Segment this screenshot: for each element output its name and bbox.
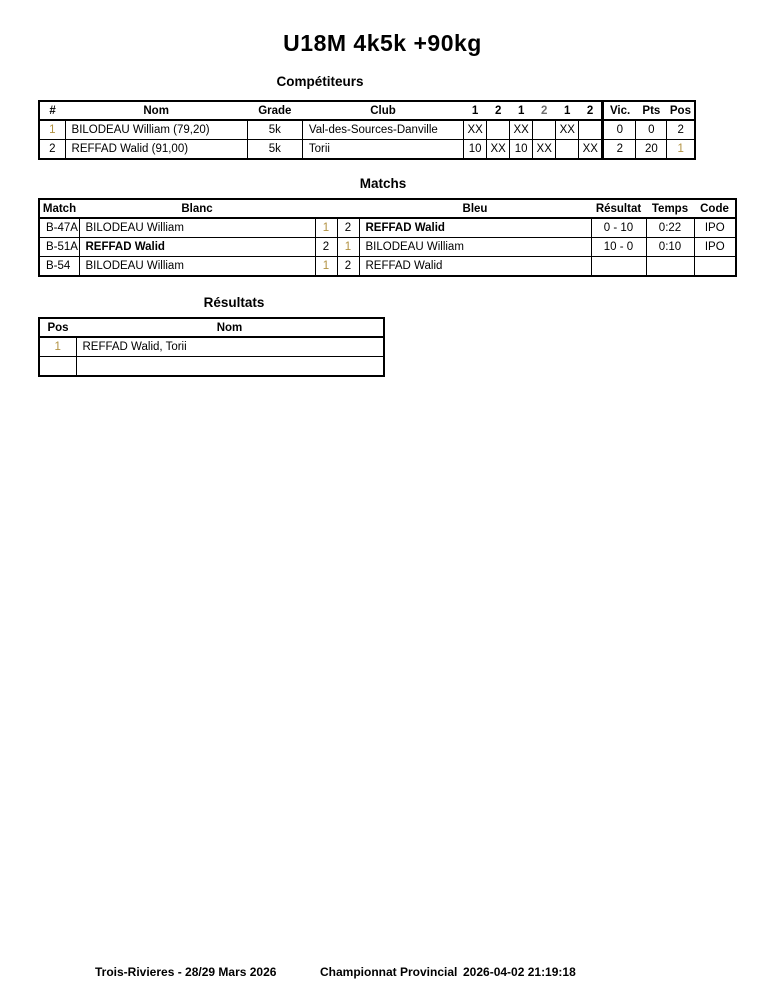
time-cell: 0:22 bbox=[646, 218, 694, 238]
match-row bbox=[39, 257, 736, 277]
match-id-cell: B-47A bbox=[39, 218, 79, 238]
col-header-match5: 1 bbox=[556, 101, 579, 120]
code-cell: IPO bbox=[694, 238, 736, 257]
competitor-name: BILODEAU William (79,20) bbox=[65, 120, 247, 140]
col-header-num: # bbox=[39, 101, 65, 120]
victories-cell: 0 bbox=[603, 120, 636, 140]
footer-print-timestamp: 2026-04-02 21:19:18 bbox=[463, 965, 576, 979]
result-name-cell: REFFAD Walid, Torii bbox=[76, 337, 384, 357]
competitor-row bbox=[39, 120, 695, 140]
white-number-cell: 1 bbox=[315, 218, 337, 238]
competitor-name: REFFAD Walid (91,00) bbox=[65, 140, 247, 160]
col-header-match2: 2 bbox=[487, 101, 510, 120]
match-score-cell: XX bbox=[556, 120, 579, 140]
white-player-cell: BILODEAU William bbox=[79, 218, 315, 238]
col-header-pos: Pos bbox=[39, 318, 76, 337]
position-cell: 2 bbox=[667, 120, 695, 140]
blue-number-cell: 2 bbox=[337, 257, 359, 277]
col-header-result: Résultat bbox=[591, 199, 646, 218]
col-header-match6: 2 bbox=[579, 101, 603, 120]
results-header-row bbox=[39, 318, 384, 337]
blue-number-cell: 1 bbox=[337, 238, 359, 257]
match-score-cell: 10 bbox=[510, 140, 533, 160]
match-score-cell bbox=[579, 120, 603, 140]
results-table bbox=[38, 317, 385, 377]
match-score-cell bbox=[533, 120, 556, 140]
competitor-club: Torii bbox=[302, 140, 463, 160]
result-pos-cell bbox=[39, 357, 76, 377]
victories-cell: 2 bbox=[603, 140, 636, 160]
col-header-blue-num bbox=[337, 199, 359, 218]
competitors-header-row bbox=[39, 101, 695, 120]
result-name-cell bbox=[76, 357, 384, 377]
col-header-match4: 2 bbox=[533, 101, 556, 120]
blue-player-cell: REFFAD Walid bbox=[359, 218, 591, 238]
col-header-name: Nom bbox=[76, 318, 384, 337]
col-header-vic: Vic. bbox=[603, 101, 636, 120]
matches-header-row bbox=[39, 199, 736, 218]
matches-heading: Matchs bbox=[359, 176, 407, 191]
col-header-match-id: Match bbox=[39, 199, 79, 218]
match-row bbox=[39, 218, 736, 238]
competitor-number: 2 bbox=[39, 140, 65, 160]
white-number-cell: 1 bbox=[315, 257, 337, 277]
col-header-blue: Bleu bbox=[359, 199, 591, 218]
match-row bbox=[39, 238, 736, 257]
result-row bbox=[39, 357, 384, 377]
match-score-cell: 10 bbox=[464, 140, 487, 160]
results-heading: Résultats bbox=[203, 295, 265, 310]
match-score-cell: XX bbox=[464, 120, 487, 140]
match-score-cell: XX bbox=[510, 120, 533, 140]
col-header-pos: Pos bbox=[667, 101, 695, 120]
competitor-row bbox=[39, 140, 695, 160]
col-header-code: Code bbox=[694, 199, 736, 218]
result-pos-cell: 1 bbox=[39, 337, 76, 357]
col-header-match1: 1 bbox=[464, 101, 487, 120]
match-id-cell: B-54 bbox=[39, 257, 79, 277]
col-header-white-num bbox=[315, 199, 337, 218]
match-score-cell bbox=[556, 140, 579, 160]
blue-player-cell: REFFAD Walid bbox=[359, 257, 591, 277]
col-header-pts: Pts bbox=[636, 101, 667, 120]
result-row bbox=[39, 337, 384, 357]
result-cell: 10 - 0 bbox=[591, 238, 646, 257]
competitor-grade: 5k bbox=[247, 140, 302, 160]
position-cell: 1 bbox=[667, 140, 695, 160]
col-header-time: Temps bbox=[646, 199, 694, 218]
code-cell: IPO bbox=[694, 218, 736, 238]
col-header-match3: 1 bbox=[510, 101, 533, 120]
time-cell bbox=[646, 257, 694, 277]
white-player-cell: REFFAD Walid bbox=[79, 238, 315, 257]
competitors-table bbox=[38, 100, 696, 160]
result-cell: 0 - 10 bbox=[591, 218, 646, 238]
col-header-nom: Nom bbox=[65, 101, 247, 120]
competitor-club: Val-des-Sources-Danville bbox=[302, 120, 463, 140]
competitor-number: 1 bbox=[39, 120, 65, 140]
white-number-cell: 2 bbox=[315, 238, 337, 257]
points-cell: 0 bbox=[636, 120, 667, 140]
competitor-grade: 5k bbox=[247, 120, 302, 140]
col-header-grade: Grade bbox=[247, 101, 302, 120]
page-title: U18M 4k5k +90kg bbox=[283, 30, 482, 56]
blue-player-cell: BILODEAU William bbox=[359, 238, 591, 257]
col-header-club: Club bbox=[302, 101, 463, 120]
footer-event-name: Championnat Provincial bbox=[320, 965, 458, 979]
time-cell: 0:10 bbox=[646, 238, 694, 257]
footer-venue-date: Trois-Rivieres - 28/29 Mars 2026 bbox=[95, 965, 277, 979]
match-id-cell: B-51A bbox=[39, 238, 79, 257]
match-score-cell: XX bbox=[579, 140, 603, 160]
result-cell bbox=[591, 257, 646, 277]
code-cell bbox=[694, 257, 736, 277]
points-cell: 20 bbox=[636, 140, 667, 160]
match-score-cell: XX bbox=[487, 140, 510, 160]
match-score-cell bbox=[487, 120, 510, 140]
blue-number-cell: 2 bbox=[337, 218, 359, 238]
competitors-heading: Compétiteurs bbox=[276, 74, 364, 89]
match-score-cell: XX bbox=[533, 140, 556, 160]
white-player-cell: BILODEAU William bbox=[79, 257, 315, 277]
col-header-white: Blanc bbox=[79, 199, 315, 218]
matches-table bbox=[38, 198, 737, 277]
